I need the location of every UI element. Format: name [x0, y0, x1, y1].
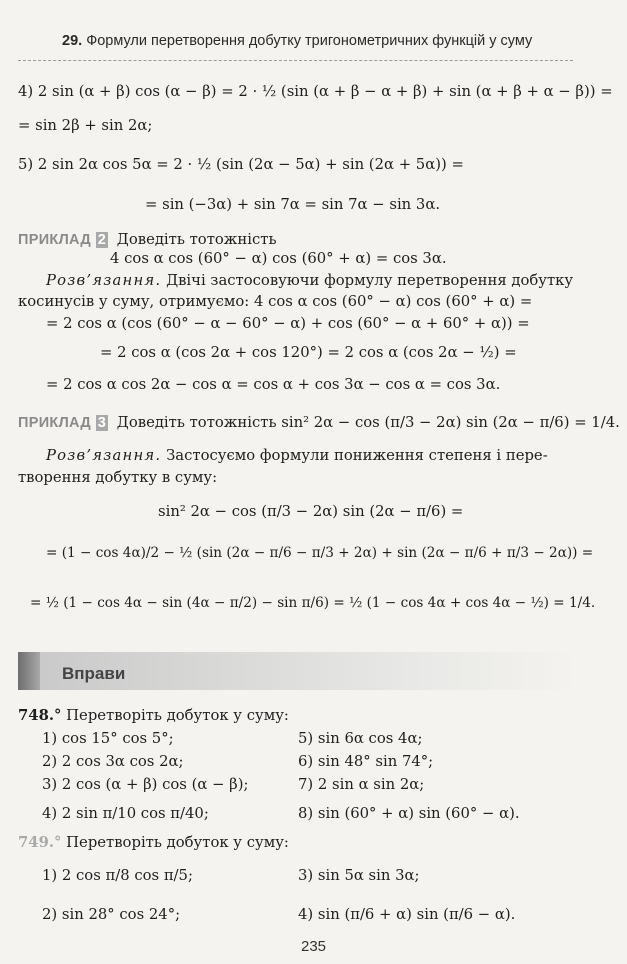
example-2-label: ПРИКЛАД: [18, 232, 91, 248]
example-3-solution-line-1: [46, 447, 548, 464]
exercise-749-item-1: 1) 2 cos π/8 cos π/5;: [42, 867, 193, 884]
example-3-identity: sin² 2α − cos (π/3 − 2α) sin (2α − π/6) = 1/4.: [281, 414, 620, 431]
example-2-solution-label: Розв’язання.: [46, 272, 162, 289]
example-3-solution-label: Розв’язання.: [46, 447, 162, 464]
header-divider: [18, 60, 573, 61]
example-2-identity: 4 cos α cos (60° − α) cos (60° + α) = cos 3α.: [110, 250, 447, 267]
example-3-step-2: = (1 − cos 4α)/2 − ½ (sin (2α − π/6 − π/3 + 2α) + sin (2α − π/6 + π/3 − 2α)) =: [46, 545, 594, 561]
example-3-solution-line-2: творення добутку в суму:: [18, 469, 218, 486]
formula-5-line-2: = sin (−3α) + sin 7α = sin 7α − sin 3α.: [145, 196, 441, 213]
example-2-solution-line-1: [46, 272, 573, 289]
exercise-748-heading: [18, 707, 289, 724]
example-2-solution-line-2: косинусів у суму, отримуємо: 4 cos α cos (60° − α) cos (60° + α) =: [18, 293, 533, 310]
example-2-step-2: = 2 cos α (cos 2α + cos 120°) = 2 cos α (cos 2α − ½) =: [100, 344, 517, 361]
exercise-749-item-4: 4) sin (π/6 + α) sin (π/6 − α).: [298, 906, 516, 923]
example-2-heading: [18, 231, 277, 248]
page-header: [62, 33, 532, 49]
example-2-step-1: = 2 cos α (cos (60° − α − 60° − α) + cos (60° − α + 60° + α)) =: [46, 315, 530, 332]
exercise-748-item-2: 2) 2 cos 3α cos 2α;: [42, 753, 184, 770]
exercise-748-item-3: 3) 2 cos (α + β) cos (α − β);: [42, 776, 249, 793]
exercise-748-item-1: 1) cos 15° cos 5°;: [42, 730, 174, 747]
page-number: 235: [300, 938, 327, 955]
exercise-748-prompt: Перетворіть добуток у суму:: [66, 707, 289, 724]
formula-4-line-1: 4) 2 sin (α + β) cos (α − β) = 2 · ½ (sin (α + β − α + β) + sin (α + β + α − β)) =: [18, 83, 613, 100]
example-3-label: ПРИКЛАД: [18, 415, 91, 431]
exercise-748-item-4: 4) 2 sin π/10 cos π/40;: [42, 805, 209, 822]
example-2-solution-text: Двічі застосовуючи формулу перетворення добутку: [166, 272, 574, 289]
exercise-749-prompt: Перетворіть добуток у суму:: [66, 834, 289, 851]
example-3-step-1: sin² 2α − cos (π/3 − 2α) sin (2α − π/6) =: [158, 503, 464, 520]
example-2-prompt: Доведіть тотожність: [116, 231, 277, 248]
formula-4-line-2: = sin 2β + sin 2α;: [18, 117, 153, 134]
section-title: Формули перетворення добутку тригонометричних функцій у суму: [86, 33, 533, 49]
example-3-solution-text: Застосуємо формули пониження степеня і пере-: [166, 447, 548, 464]
exercise-749-item-3: 3) sin 5α sin 3α;: [298, 867, 420, 884]
exercise-748-item-8: 8) sin (60° + α) sin (60° − α).: [298, 805, 520, 822]
section-number: 29.: [62, 33, 83, 49]
exercise-748-item-6: 6) sin 48° sin 74°;: [298, 753, 434, 770]
exercise-749-item-2: 2) sin 28° cos 24°;: [42, 906, 181, 923]
exercise-749-heading: [18, 834, 289, 851]
example-3-heading: [18, 414, 620, 431]
section-tab-decoration: [18, 652, 40, 690]
formula-5-line-1: 5) 2 sin 2α cos 5α = 2 · ½ (sin (2α − 5α) + sin (2α + 5α)) =: [18, 156, 464, 173]
example-3-step-3: = ½ (1 − cos 4α − sin (4α − π/2) − sin π/6) = ½ (1 − cos 4α + cos 4α − ½) = 1/4.: [30, 595, 596, 611]
exercises-heading: Вправи: [62, 664, 126, 683]
example-3-number: 3: [97, 415, 107, 431]
example-2-step-3: = 2 cos α cos 2α − cos α = cos α + cos 3α − cos α = cos 3α.: [46, 376, 501, 393]
example-3-prompt: Доведіть тотожність: [116, 414, 277, 431]
exercise-748-item-7: 7) 2 sin α sin 2α;: [298, 776, 425, 793]
example-2-number: 2: [97, 232, 107, 248]
exercise-748-number: 748.°: [18, 707, 62, 724]
exercise-749-number: 749.°: [18, 834, 62, 851]
exercise-748-item-5: 5) sin 6α cos 4α;: [298, 730, 423, 747]
